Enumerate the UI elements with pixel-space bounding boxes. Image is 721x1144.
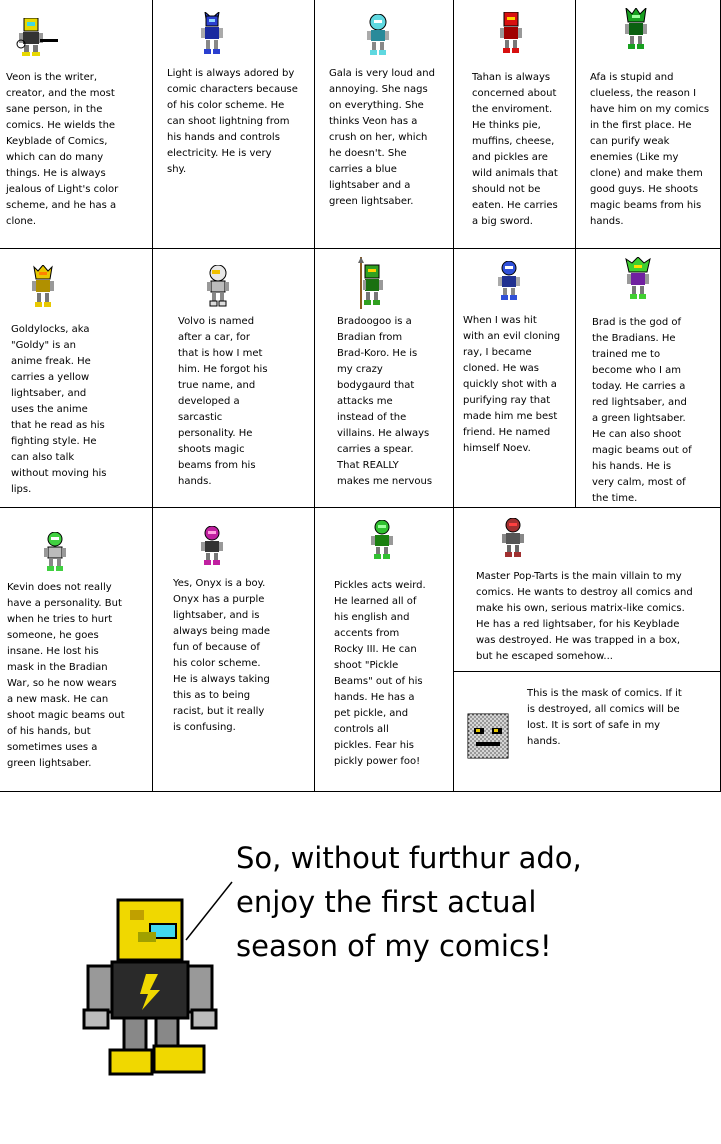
panel-noev bbox=[454, 249, 576, 508]
panel-afa bbox=[576, 0, 721, 249]
panel-pickles bbox=[315, 508, 454, 792]
poptarts-sprite-icon bbox=[498, 518, 528, 558]
panel-gala bbox=[315, 0, 454, 249]
afa-description: Afa is stupid and clueless, the reason I have him on my comics in the first place. He can purify weak enemies (Like my clone) and make them good guys. He shoots magic beams from his hands. bbox=[590, 72, 710, 227]
panel-onyx bbox=[153, 508, 315, 792]
volvo-sprite-icon bbox=[203, 265, 233, 307]
goldylocks-sprite-icon bbox=[28, 265, 58, 309]
volvo-description: Volvo is named after a car, for that is how I met him. He forgot his true name, and developed a sarcastic personality. He shoots magic beams from his hands. bbox=[178, 316, 268, 487]
gala-sprite-icon bbox=[363, 14, 393, 56]
mask-of-comics-icon bbox=[462, 710, 514, 762]
panel-mask bbox=[454, 672, 721, 792]
veon-description: Veon is the writer, creator, and the most sane person, in the comics. He wields the Keyblade of Comics, which can do many things. He is always jealous of Light's color scheme, and he has a clone. bbox=[6, 72, 119, 227]
light-description: Light is always adored by comic characters because of his color scheme. He can shoot lightning from his hands and controls electricity. He is very shy. bbox=[167, 68, 298, 175]
closing-speech-text: So, without furthur ado, enjoy the first actual season of my comics! bbox=[236, 841, 582, 963]
afa-sprite-icon bbox=[620, 8, 652, 50]
onyx-description: Yes, Onyx is a boy. Onyx has a purple lightsaber, and is always being made fun of because of his color scheme. He is always taking this as to being racist, but it really is confusing. bbox=[173, 578, 271, 733]
bradoogoo-description: Bradoogoo is a Bradian from Brad-Koro. He is my crazy bodygaurd that attacks me instead of the villains. He always carries a spear. That REALLY makes me nervous bbox=[337, 316, 433, 487]
onyx-sprite-icon bbox=[197, 526, 227, 566]
speech-pointer bbox=[180, 880, 236, 944]
panel-brad bbox=[576, 249, 721, 508]
tahan-description: Tahan is always concerned about the enviroment. He thinks pie, muffins, cheese, and pickles are wild animals that should not be eaten. He carries a big sword. bbox=[472, 72, 558, 227]
panel-light bbox=[153, 0, 315, 249]
light-sprite-icon bbox=[197, 12, 227, 56]
veon-sprite-icon bbox=[16, 18, 58, 56]
brad-description: Brad is the god of the Bradians. He trained me to become who I am today. He carries a red lightsaber, and a green lightsaber. He can also shoot magic beams out of his hands. He is very calm, most of the time. bbox=[592, 317, 692, 504]
panel-kevin bbox=[0, 508, 153, 792]
pickles-description: Pickles acts weird. He learned all of his english and accents from Rocky III. He can shoot "Pickle Beams" out of his hands. He has a pet pickle, and controls all pickles. Fear his pickly power foo! bbox=[334, 580, 426, 767]
kevin-description: Kevin does not really have a personality. But when he tries to hurt someone, he goes insane. He lost his mask in the Bradian War, so he now wears a new mask. He can shoot magic beams out of his hands, but sometimes uses a green lightsaber. bbox=[7, 582, 125, 769]
gala-description: Gala is very loud and annoying. She nags on everything. She thinks Veon has a crush on her, which he doesn't. She carries a blue lightsaber and a green lightsaber. bbox=[329, 68, 435, 207]
panel-bradoogoo bbox=[315, 249, 454, 508]
bradoogoo-sprite-icon bbox=[351, 257, 387, 309]
panel-volvo bbox=[153, 249, 315, 508]
noev-sprite-icon bbox=[494, 261, 524, 301]
panel-tahan bbox=[454, 0, 576, 249]
panel-goldylocks bbox=[0, 249, 153, 508]
pickles-sprite-icon bbox=[367, 520, 397, 560]
poptarts-description: Master Pop-Tarts is the main villain to my comics. He wants to destroy all comics and make his own, serious matrix-like comics. He has a red lightsaber, for his Keyblade was destroyed. He was trapped in a box, but he escaped somehow... bbox=[476, 571, 693, 662]
mask-description: This is the mask of comics. If it is destroyed, all comics will be lost. It is sort of safe in my hands. bbox=[527, 688, 682, 747]
panel-poptarts bbox=[454, 508, 721, 672]
kevin-sprite-icon bbox=[40, 532, 70, 572]
goldylocks-description: Goldylocks, aka "Goldy" is an anime freak. He carries a yellow lightsaber, and uses the anime that he read as his fighting style. He can also talk without moving his lips. bbox=[11, 324, 107, 495]
noev-description: When I was hit with an evil cloning ray, I became cloned. He was quickly shot with a purifying ray that made him me best friend. He named himself Noev. bbox=[463, 315, 561, 454]
brad-sprite-icon bbox=[622, 257, 654, 301]
tahan-sprite-icon bbox=[496, 12, 526, 54]
panel-veon bbox=[0, 0, 153, 249]
